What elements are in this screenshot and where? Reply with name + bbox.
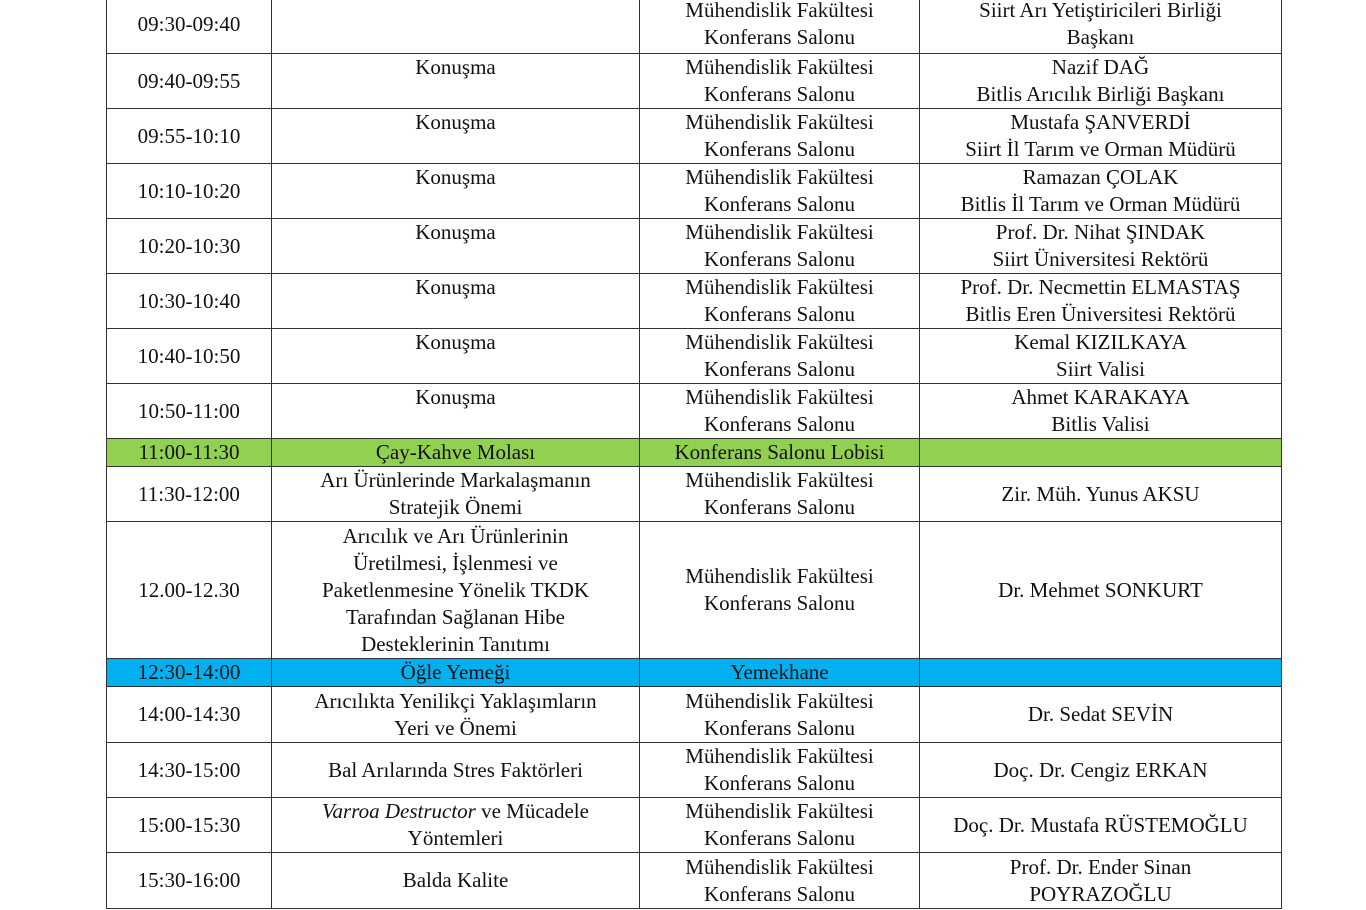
place-cell (640, 54, 920, 109)
speaker-line: Siirt Valisi (1056, 357, 1145, 381)
table-row (107, 0, 1282, 54)
speaker-line: Bitlis Arıcılık Birliği Başkanı (976, 82, 1225, 106)
speaker-line: Prof. Dr. Necmettin ELMASTAŞ (960, 275, 1241, 299)
event-line: Arıcılık ve Arı Ürünlerinin (342, 523, 569, 548)
place-line: Mühendislik Fakültesi (685, 330, 874, 354)
event-cell (272, 687, 640, 743)
speaker-cell (920, 329, 1282, 384)
event-line: Arıcılıkta Yenilikçi Yaklaşımların (314, 688, 597, 713)
place-cell (640, 0, 920, 54)
event-line: Üretilmesi, İşlenmesi ve (353, 550, 558, 575)
speaker-cell (920, 439, 1282, 467)
table-row (107, 54, 1282, 109)
place-cell (640, 274, 920, 329)
table-row (107, 687, 1282, 743)
place-line: Mühendislik Fakültesi (685, 0, 874, 22)
table-row (107, 522, 1282, 659)
place-line: Konferans Salonu (703, 881, 856, 906)
break-row (107, 439, 1282, 467)
speaker-cell (920, 164, 1282, 219)
place-cell (640, 743, 920, 798)
place-cell (640, 798, 920, 853)
place-line: Mühendislik Fakültesi (685, 564, 874, 588)
place-line: Mühendislik Fakültesi (685, 854, 874, 879)
speaker-line: Bitlis Valisi (1051, 412, 1150, 436)
event-cell: Çay-Kahve Molası (272, 439, 640, 467)
place-line: Konferans Salonu (703, 357, 856, 381)
table-row (107, 329, 1282, 384)
event-text: ve Mücadele (475, 799, 589, 823)
event-cell: Balda Kalite (272, 853, 640, 909)
table-row (107, 219, 1282, 274)
event-line (276, 798, 635, 825)
place-cell (640, 329, 920, 384)
speaker-line: Ahmet KARAKAYA (1011, 385, 1190, 409)
speaker-cell (920, 54, 1282, 109)
place-line: Mühendislik Fakültesi (685, 110, 874, 134)
place-cell (640, 109, 920, 164)
place-line: Konferans Salonu (703, 192, 856, 216)
place-line: Konferans Salonu (703, 826, 856, 850)
place-cell (640, 467, 920, 522)
time-cell: 09:55-10:10 (107, 109, 272, 164)
place-line: Konferans Salonu (703, 495, 856, 519)
speaker-line: Kemal KIZILKAYA (1014, 330, 1187, 354)
event-cell: Konuşma (272, 164, 640, 219)
speaker-cell (920, 384, 1282, 439)
place-line: Mühendislik Fakültesi (685, 688, 874, 713)
time-cell: 12.00-12.30 (107, 522, 272, 659)
table-row (107, 853, 1282, 909)
place-cell (640, 522, 920, 659)
speaker-line: Siirt İl Tarım ve Orman Müdürü (965, 137, 1236, 161)
place-line: Konferans Salonu (703, 137, 856, 161)
speaker-cell: Doç. Dr. Cengiz ERKAN (920, 743, 1282, 798)
speaker-line: Bitlis Eren Üniversitesi Rektörü (965, 302, 1236, 326)
speaker-cell: Zir. Müh. Yunus AKSU (920, 467, 1282, 522)
place-line: Konferans Salonu (703, 247, 856, 271)
place-line: Mühendislik Fakültesi (685, 744, 874, 768)
speaker-cell (920, 853, 1282, 909)
event-cell (272, 522, 640, 659)
place-line: Mühendislik Fakültesi (685, 165, 874, 189)
place-line: Konferans Salonu (703, 715, 856, 740)
speaker-line: Prof. Dr. Ender Sinan (1009, 854, 1192, 879)
program-table (106, 0, 1282, 909)
place-cell: Konferans Salonu Lobisi (640, 439, 920, 467)
place-line: Konferans Salonu (703, 771, 856, 795)
table-row (107, 467, 1282, 522)
place-cell (640, 219, 920, 274)
place-line: Mühendislik Fakültesi (685, 468, 874, 492)
time-cell: 09:40-09:55 (107, 54, 272, 109)
time-cell: 15:00-15:30 (107, 798, 272, 853)
place-line: Konferans Salonu (703, 25, 856, 49)
place-line: Konferans Salonu (703, 82, 856, 106)
speaker-cell: Dr. Sedat SEVİN (920, 687, 1282, 743)
time-cell: 10:30-10:40 (107, 274, 272, 329)
speaker-cell (920, 219, 1282, 274)
table-row (107, 274, 1282, 329)
speaker-line: Mustafa ŞANVERDİ (1010, 110, 1191, 134)
table-row (107, 109, 1282, 164)
speaker-line: Bitlis İl Tarım ve Orman Müdürü (960, 192, 1241, 216)
speaker-line: Siirt Üniversitesi Rektörü (992, 247, 1209, 271)
place-cell (640, 853, 920, 909)
species-name: Varroa Destructor (322, 799, 476, 823)
time-cell: 15:30-16:00 (107, 853, 272, 909)
event-cell: Konuşma (272, 54, 640, 109)
event-cell (272, 0, 640, 54)
time-cell: 11:00-11:30 (107, 439, 272, 467)
speaker-cell (920, 659, 1282, 687)
speaker-line: Ramazan ÇOLAK (1022, 165, 1179, 189)
speaker-line: Nazif DAĞ (1051, 55, 1150, 79)
event-cell: Konuşma (272, 274, 640, 329)
speaker-line: POYRAZOĞLU (1029, 881, 1172, 906)
time-cell: 10:10-10:20 (107, 164, 272, 219)
event-line: Stratejik Önemi (388, 495, 523, 519)
place-line: Mühendislik Fakültesi (685, 220, 874, 244)
time-cell: 14:30-15:00 (107, 743, 272, 798)
time-cell: 09:30-09:40 (107, 0, 272, 54)
event-cell: Konuşma (272, 384, 640, 439)
event-cell (272, 798, 640, 853)
place-line: Mühendislik Fakültesi (685, 385, 874, 409)
event-line: Desteklerinin Tanıtımı (361, 631, 550, 656)
speaker-line: Prof. Dr. Nihat ŞINDAK (995, 220, 1206, 244)
place-cell (640, 384, 920, 439)
place-line: Mühendislik Fakültesi (685, 275, 874, 299)
event-line: Yöntemleri (407, 826, 504, 850)
place-line: Konferans Salonu (703, 591, 856, 615)
event-cell: Bal Arılarında Stres Faktörleri (272, 743, 640, 798)
break-row (107, 659, 1282, 687)
time-cell: 11:30-12:00 (107, 467, 272, 522)
time-cell: 10:40-10:50 (107, 329, 272, 384)
speaker-cell (920, 274, 1282, 329)
time-cell: 10:50-11:00 (107, 384, 272, 439)
event-line: Paketlenmesine Yönelik TKDK (321, 577, 590, 602)
place-cell (640, 687, 920, 743)
place-line: Mühendislik Fakültesi (685, 55, 874, 79)
place-line: Mühendislik Fakültesi (685, 799, 874, 823)
time-cell: 14:00-14:30 (107, 687, 272, 743)
speaker-cell (920, 109, 1282, 164)
speaker-cell: Doç. Dr. Mustafa RÜSTEMOĞLU (920, 798, 1282, 853)
speaker-line: Siirt Arı Yetiştiricileri Birliği (979, 0, 1222, 22)
table-row (107, 384, 1282, 439)
place-line: Konferans Salonu (703, 302, 856, 326)
event-cell (272, 467, 640, 522)
table-row (107, 798, 1282, 853)
event-cell: Konuşma (272, 329, 640, 384)
table-row (107, 743, 1282, 798)
event-line: Arı Ürünlerinde Markalaşmanın (320, 468, 591, 492)
speaker-cell (920, 0, 1282, 54)
event-line: Yeri ve Önemi (394, 715, 517, 740)
event-cell: Konuşma (272, 219, 640, 274)
place-cell (640, 164, 920, 219)
place-cell: Yemekhane (640, 659, 920, 687)
event-cell: Konuşma (272, 109, 640, 164)
time-cell: 12:30-14:00 (107, 659, 272, 687)
time-cell: 10:20-10:30 (107, 219, 272, 274)
speaker-line: Başkanı (1066, 25, 1135, 49)
event-line: Tarafından Sağlanan Hibe (346, 604, 565, 629)
event-cell: Öğle Yemeği (272, 659, 640, 687)
place-line: Konferans Salonu (703, 412, 856, 436)
table-row (107, 164, 1282, 219)
speaker-cell: Dr. Mehmet SONKURT (920, 522, 1282, 659)
